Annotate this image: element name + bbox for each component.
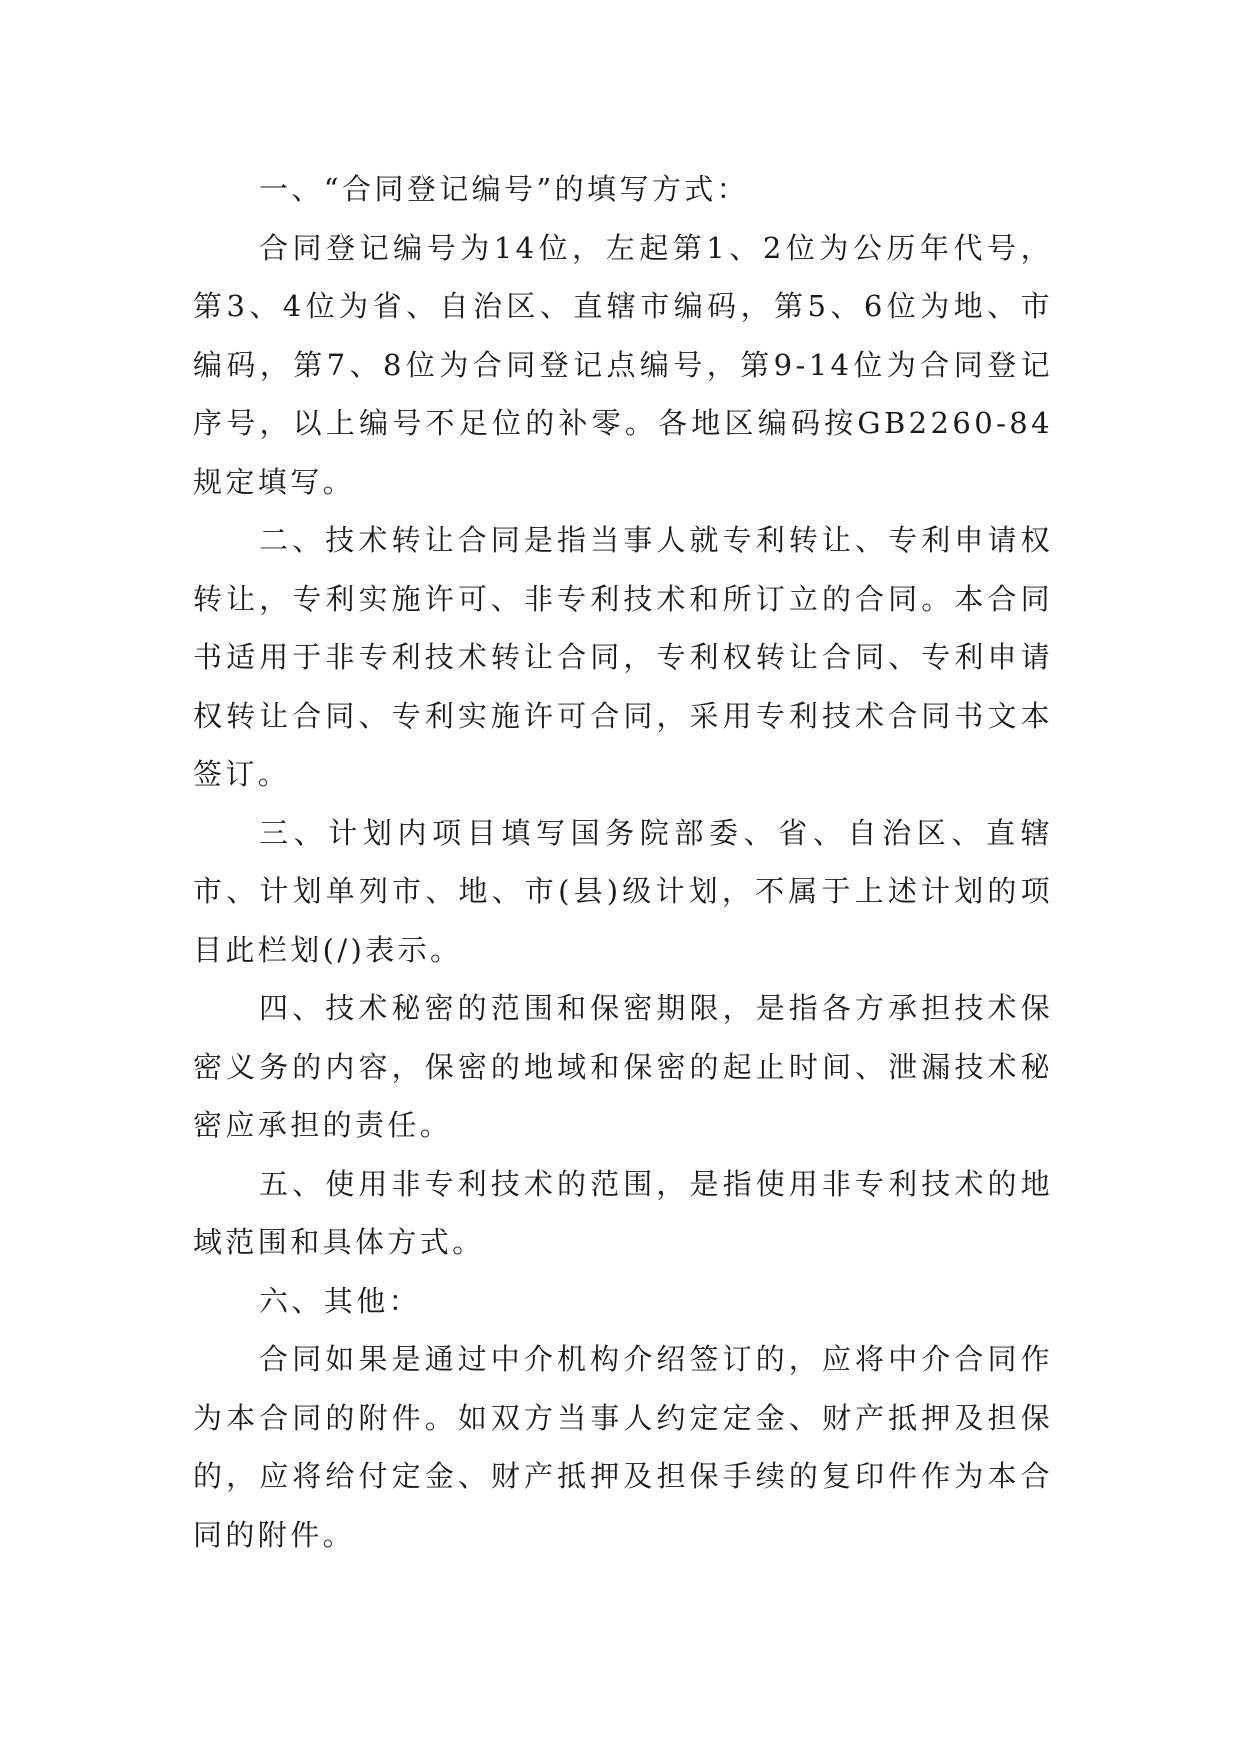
document-body	[193, 160, 1053, 1564]
paragraph-other-details: 合同如果是通过中介机构介绍签订的，应将中介合同作为本合同的附件。如双方当事人约定定金、财产抵押及担保的，应将给付定金、财产抵押及担保手续的复印件作为本合同的附件。	[193, 1342, 1053, 1552]
paragraph-usage-scope: 五、使用非专利技术的范围，是指使用非专利技术的地域范围和具体方式。	[193, 1166, 1053, 1259]
paragraph-technical-secrets: 四、技术秘密的范围和保密期限，是指各方承担技术保密义务的内容，保密的地域和保密的起止时间、泄漏技术秘密应承担的责任。	[193, 991, 1053, 1142]
paragraph-contract-number-heading: 一、“合同登记编号”的填写方式：	[259, 172, 750, 206]
paragraph-technology-transfer: 二、技术转让合同是指当事人就专利转让、专利申请权转让，专利实施许可、非专利技术和所订立的合同。本合同书适用于非专利技术转让合同，专利权转让合同、专利申请权转让合同、专利实施许可合同，采用专利技术合同书文本签订。	[193, 523, 1053, 791]
paragraph-planned-projects: 三、计划内项目填写国务院部委、省、自治区、直辖市、计划单列市、地、市(县)级计划，不属于上述计划的项目此栏划(/)表示。	[193, 815, 1053, 967]
paragraph-other-heading: 六、其他：	[259, 1283, 422, 1318]
paragraph-contract-number-rules: 合同登记编号为14位，左起第1、2位为公历年代号，第3、4位为省、自治区、直辖市编码，第5、6位为地、市编码，第7、8位为合同登记点编号，第9-14位为合同登记序号，以上编号不足位的补零。各地区编码按GB2260-84规定填写。	[193, 230, 1053, 499]
